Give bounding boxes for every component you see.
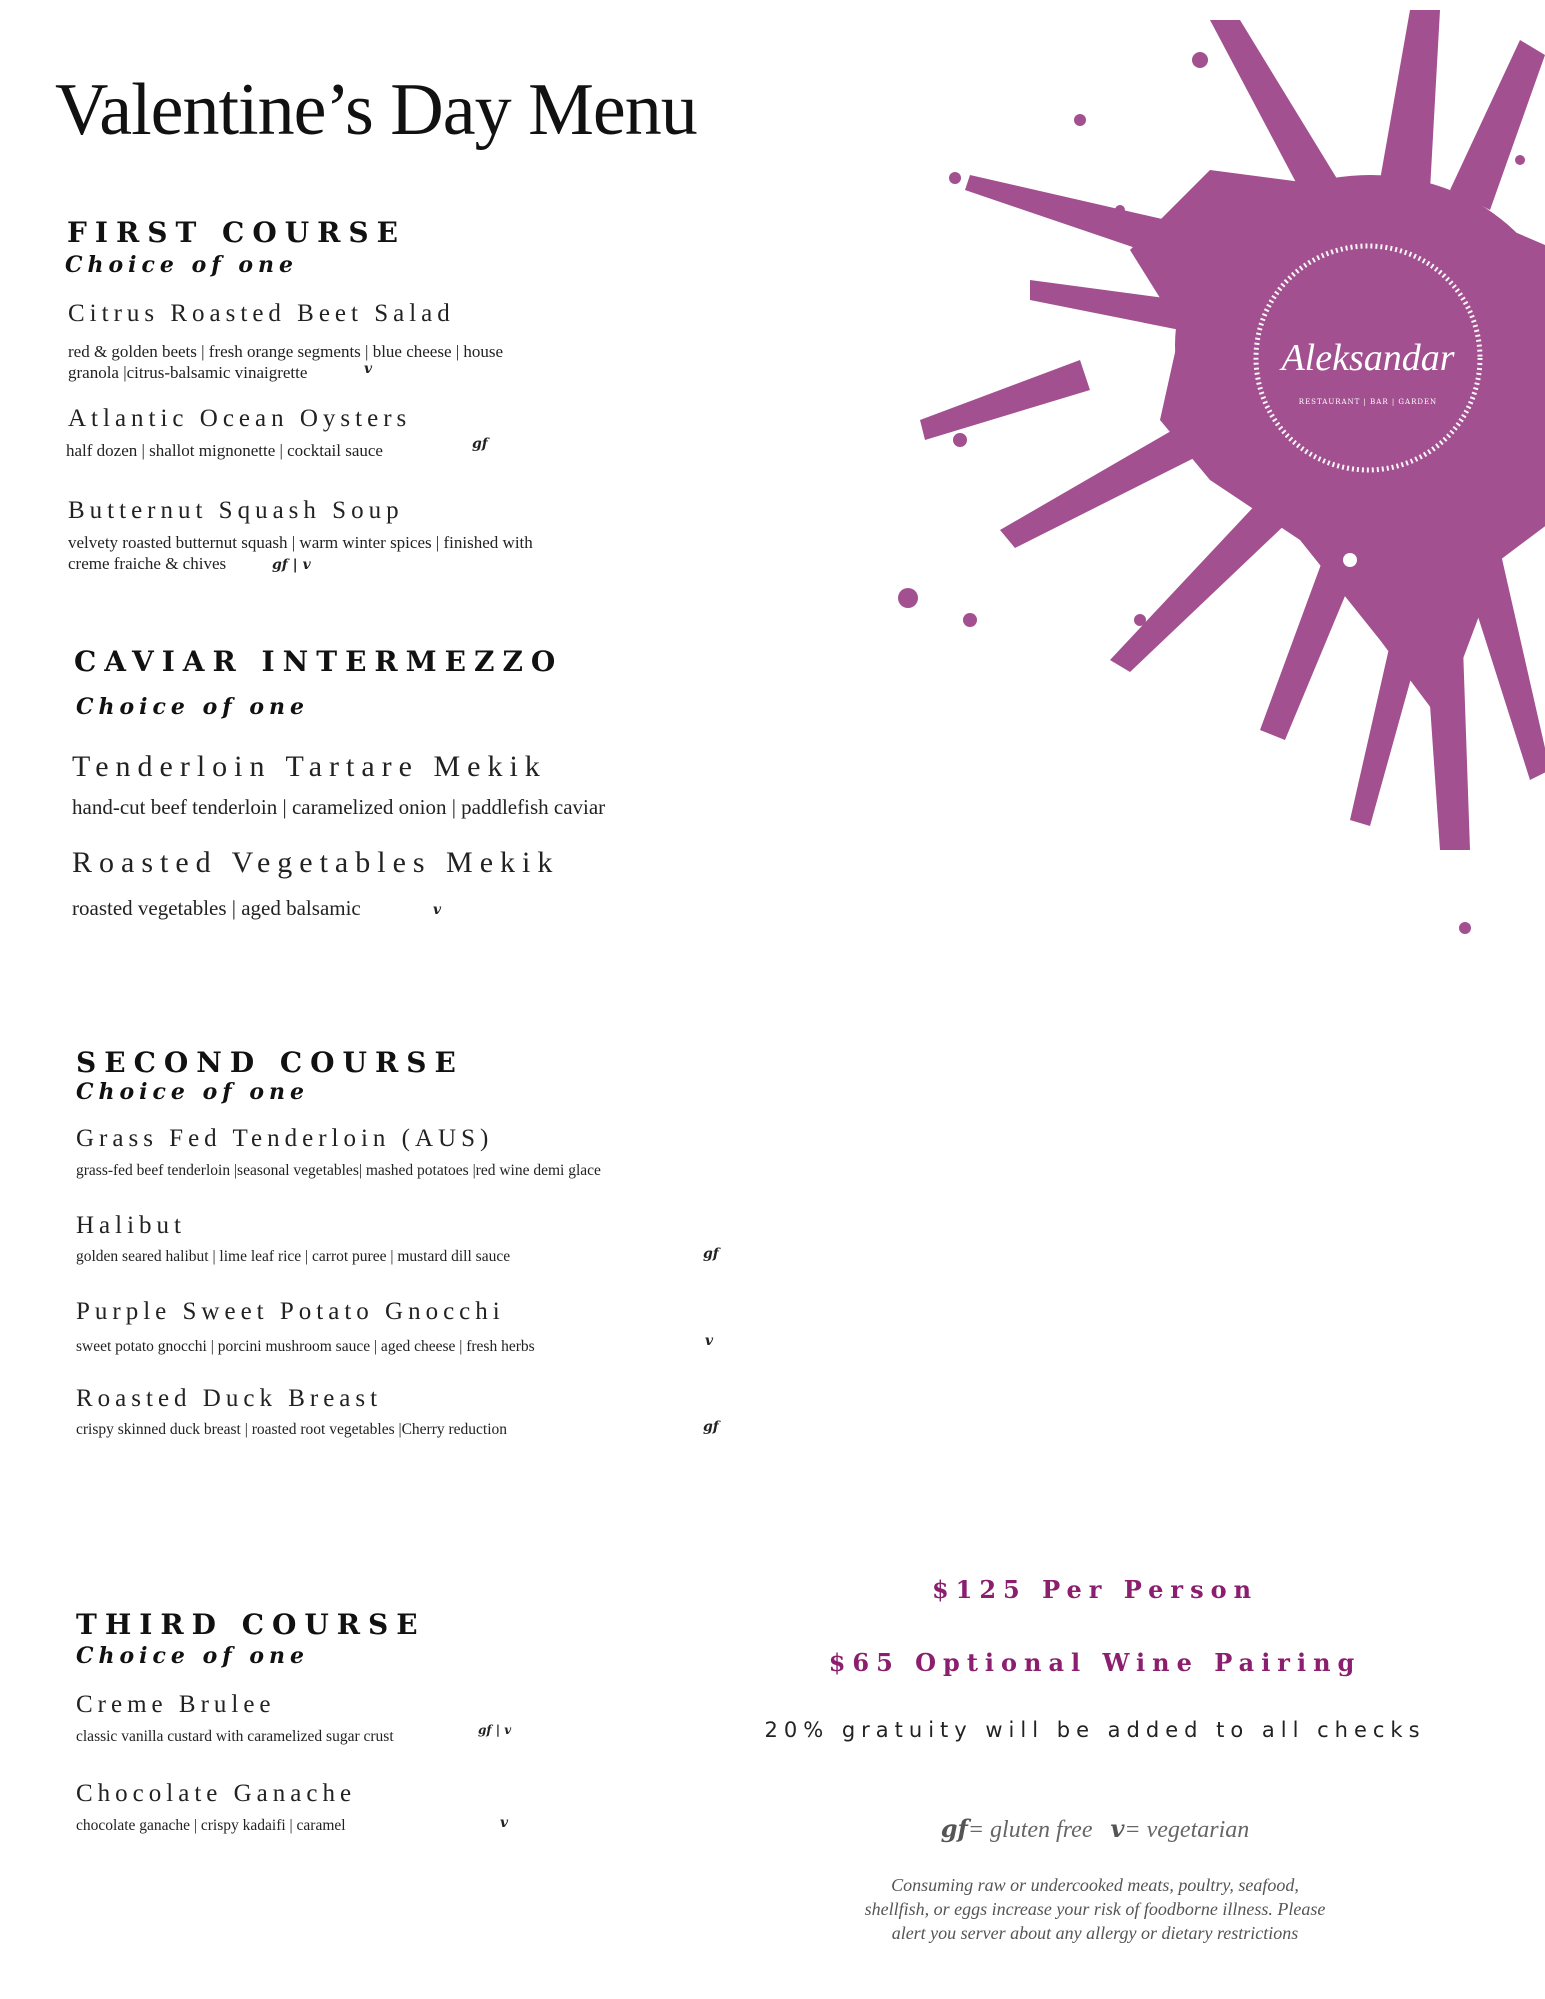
dish-description: hand-cut beef tenderloin | caramelized onion | paddlefish caviar <box>72 795 606 819</box>
dish-name: Tenderloin Tartare Mekik <box>72 750 547 783</box>
dish-name: Halibut <box>76 1212 186 1239</box>
dietary-tag: v <box>500 1815 509 1831</box>
dish-description: golden seared halibut | lime leaf rice | carrot puree | mustard dill sauce <box>76 1248 511 1265</box>
dietary-tag: gf <box>703 1419 719 1435</box>
dish-description: creme fraiche & chives <box>68 554 227 573</box>
dietary-tag: gf <box>472 436 488 452</box>
dish-name: Roasted Vegetables Mekik <box>72 846 560 879</box>
dish-description: granola |citrus-balsamic vinaigrette <box>68 363 308 382</box>
logo-name: Aleksandar <box>1281 337 1455 379</box>
dish-description: roasted vegetables | aged balsamic <box>72 896 361 920</box>
dietary-legend <box>760 1814 1430 1844</box>
wine-pairing-price: $65 Optional Wine Pairing <box>828 1648 1362 1677</box>
first-course-choice: Choice of one <box>65 252 299 278</box>
third-course-heading: THIRD COURSE <box>76 1608 426 1641</box>
food-safety-disclaimer <box>760 1873 1430 1945</box>
dish-description: classic vanilla custard with caramelized sugar crust <box>76 1728 394 1745</box>
legend-gf-abbr: gf <box>940 1814 968 1843</box>
dish-name: Grass Fed Tenderloin (AUS) <box>76 1125 494 1152</box>
gratuity-note: 20% gratuity will be added to all checks <box>764 1718 1426 1742</box>
second-course-heading: SECOND COURSE <box>76 1046 464 1079</box>
dietary-tag: gf | v <box>478 1723 512 1737</box>
dish-name: Citrus Roasted Beet Salad <box>68 300 455 327</box>
dietary-tag: v <box>433 902 442 918</box>
second-course-choice: Choice of one <box>76 1079 310 1105</box>
page-title: Valentine’s Day Menu <box>55 69 697 151</box>
first-course-heading: FIRST COURSE <box>67 216 406 249</box>
dish-description: velvety roasted butternut squash | warm winter spices | finished with <box>68 533 533 552</box>
dietary-tag: v <box>705 1333 714 1349</box>
dietary-tag: gf <box>703 1246 719 1262</box>
dish-name: Creme Brulee <box>76 1691 276 1718</box>
dish-name: Purple Sweet Potato Gnocchi <box>76 1298 505 1325</box>
dietary-tag: gf | v <box>272 557 311 573</box>
logo-subtitle: RESTAURANT | BAR | GARDEN <box>1298 398 1438 406</box>
legend-v-text: = vegetarian <box>1124 1817 1250 1843</box>
disclaimer-line: shellfish, or eggs increase your risk of foodborne illness. Please <box>864 1899 1326 1919</box>
dish-description: sweet potato gnocchi | porcini mushroom sauce | aged cheese | fresh herbs <box>76 1338 535 1355</box>
legend-gf-text: = gluten free <box>967 1817 1093 1843</box>
price-per-person: $125 Per Person <box>931 1575 1259 1604</box>
paint-splash-logo <box>880 0 1545 960</box>
dish-name: Roasted Duck Breast <box>76 1385 383 1412</box>
dish-name: Chocolate Ganache <box>76 1780 357 1807</box>
dietary-tag: v <box>364 361 373 377</box>
dish-description: chocolate ganache | crispy kadaifi | caramel <box>76 1817 346 1834</box>
dish-name: Atlantic Ocean Oysters <box>68 405 412 432</box>
disclaimer-line: Consuming raw or undercooked meats, poultry, seafood, <box>891 1875 1299 1895</box>
caviar-intermezzo-heading: CAVIAR INTERMEZZO <box>74 645 564 678</box>
dish-description: grass-fed beef tenderloin |seasonal vegetables| mashed potatoes |red wine demi glace <box>76 1162 601 1179</box>
third-course-choice: Choice of one <box>76 1643 310 1669</box>
dish-description: half dozen | shallot mignonette | cocktail sauce <box>66 441 383 460</box>
caviar-intermezzo-choice: Choice of one <box>76 694 310 720</box>
disclaimer-line: alert you server about any allergy or dietary restrictions <box>891 1923 1299 1943</box>
legend-v-abbr: v <box>1110 1814 1125 1843</box>
dish-description: crispy skinned duck breast | roasted root vegetables |Cherry reduction <box>76 1421 508 1438</box>
dish-name: Butternut Squash Soup <box>68 497 404 524</box>
dish-description: red & golden beets | fresh orange segments | blue cheese | house <box>68 342 504 361</box>
